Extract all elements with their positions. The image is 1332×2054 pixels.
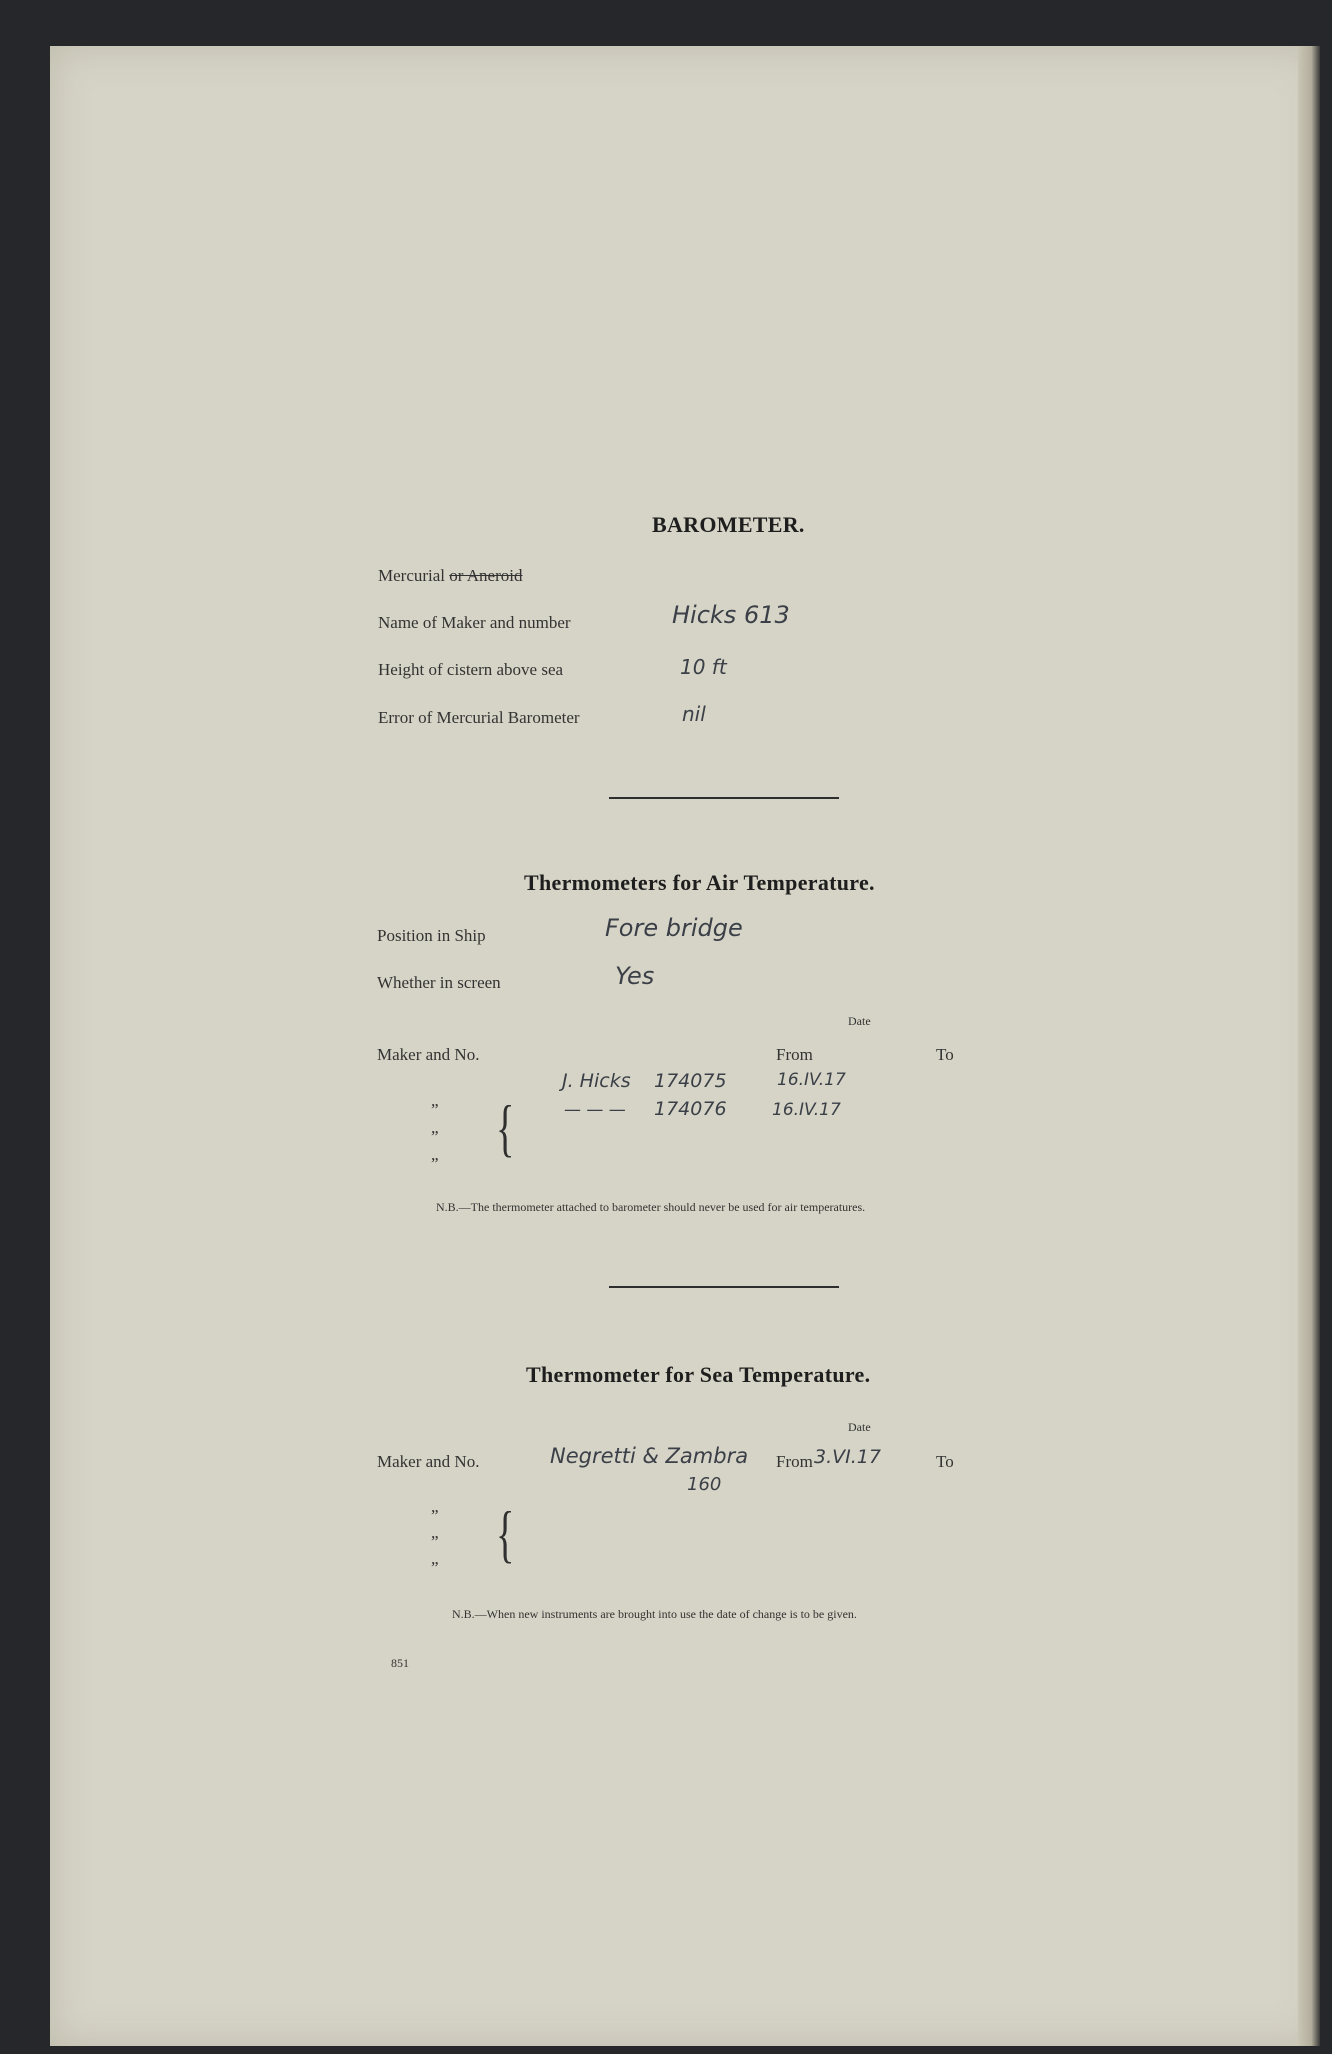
barometer-heading: BAROMETER. bbox=[652, 512, 805, 537]
barometer-maker-label: Name of Maker and number bbox=[378, 613, 571, 632]
air-date-label: Date bbox=[848, 1014, 871, 1028]
sea-ditto-1: ” bbox=[431, 1506, 439, 1525]
air-position-value: Fore bridge bbox=[605, 914, 743, 942]
sea-ditto-3: ” bbox=[431, 1558, 439, 1577]
form-page bbox=[50, 46, 1320, 2046]
divider-rule-2 bbox=[609, 1286, 839, 1288]
air-ditto-1: ” bbox=[431, 1100, 439, 1119]
barometer-maker-value: Hicks 613 bbox=[672, 601, 790, 629]
sea-from-value: 3.VI.17 bbox=[814, 1446, 881, 1468]
air-from-label: From bbox=[776, 1045, 813, 1064]
air-brace: { bbox=[496, 1092, 515, 1163]
air-note: N.B.—The thermometer attached to barometer should never be used for air temperatures. bbox=[436, 1200, 866, 1214]
book-spine bbox=[1298, 46, 1320, 2046]
air-screen-label: Whether in screen bbox=[377, 973, 501, 992]
air-to-label: To bbox=[936, 1045, 954, 1064]
barometer-height-label: Height of cistern above sea bbox=[378, 660, 564, 679]
sea-to-label: To bbox=[936, 1452, 954, 1471]
air-row-1-number: 174075 bbox=[654, 1070, 727, 1092]
sea-number-value: 160 bbox=[687, 1474, 722, 1495]
air-position-label: Position in Ship bbox=[377, 926, 486, 945]
form-number: 851 bbox=[391, 1656, 409, 1670]
air-row-1-from: 16.IV.17 bbox=[777, 1070, 846, 1090]
barometer-height-value: 10 ft bbox=[680, 655, 727, 679]
sea-heading: Thermometer for Sea Temperature. bbox=[526, 1362, 871, 1387]
barometer-type: Mercurial bbox=[378, 566, 446, 585]
sea-maker-label: Maker and No. bbox=[377, 1452, 480, 1471]
sea-from-label: From bbox=[776, 1452, 813, 1471]
air-maker-label: Maker and No. bbox=[377, 1045, 480, 1064]
sea-brace: { bbox=[496, 1498, 515, 1569]
barometer-type-struck: or Aneroid bbox=[449, 566, 523, 585]
air-screen-value: Yes bbox=[615, 962, 655, 990]
sea-ditto-2: ” bbox=[431, 1532, 439, 1551]
air-heading: Thermometers for Air Temperature. bbox=[524, 870, 875, 895]
sea-maker-value: Negretti & Zambra bbox=[550, 1444, 749, 1468]
air-row-2-number: 174076 bbox=[654, 1098, 727, 1120]
air-row-2-maker: — — — bbox=[564, 1100, 626, 1120]
sea-note: N.B.—When new instruments are brought into use the date of change is to be given. bbox=[452, 1607, 857, 1621]
air-row-2-from: 16.IV.17 bbox=[772, 1100, 841, 1120]
barometer-error-label: Error of Mercurial Barometer bbox=[378, 708, 580, 727]
air-row-1-maker: J. Hicks bbox=[562, 1070, 631, 1092]
divider-rule bbox=[609, 797, 839, 799]
barometer-error-value: nil bbox=[682, 702, 706, 726]
air-ditto-3: ” bbox=[431, 1154, 439, 1173]
air-ditto-2: ” bbox=[431, 1127, 439, 1146]
barometer-type-label bbox=[378, 566, 522, 586]
sea-date-label: Date bbox=[848, 1420, 871, 1434]
